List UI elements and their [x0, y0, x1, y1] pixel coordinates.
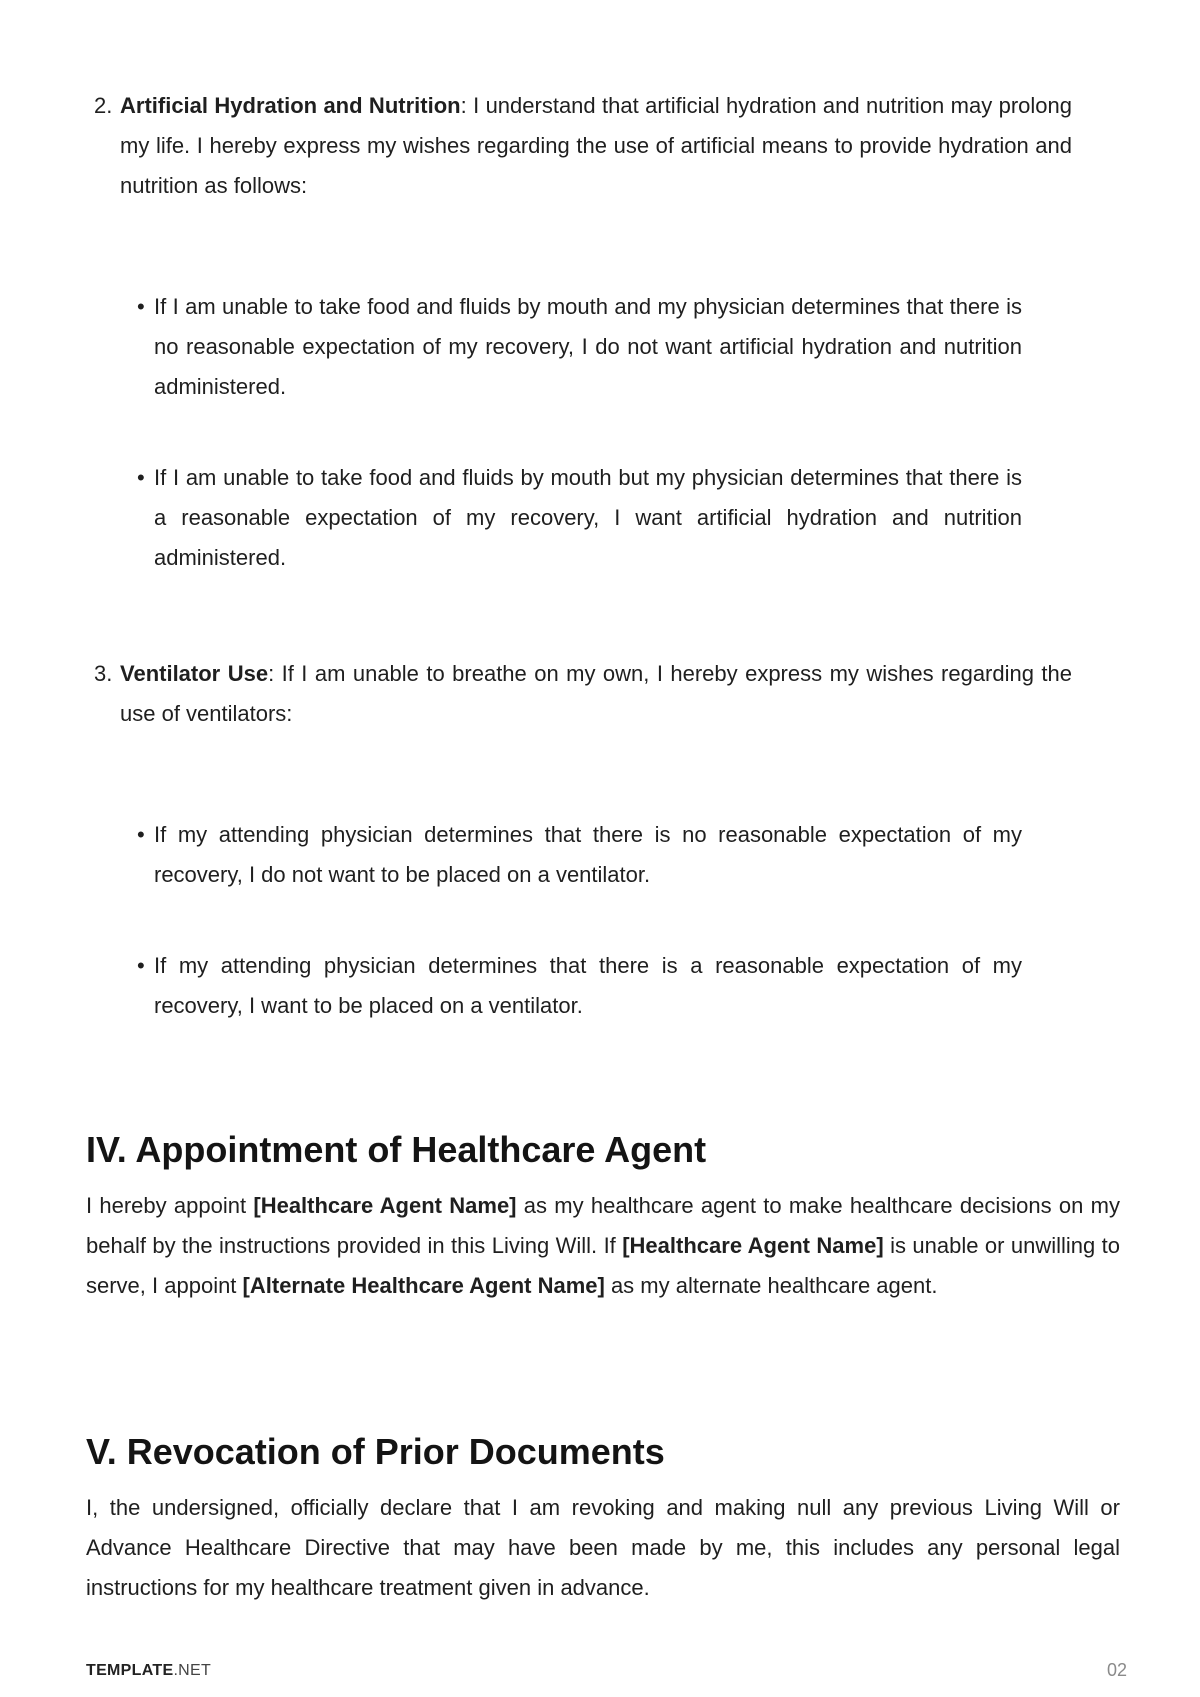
text-run: is unable or unwilling to serve, I appoint	[86, 1233, 1120, 1298]
text-run: I hereby appoint	[86, 1193, 254, 1218]
bullet-dot: •	[137, 465, 145, 490]
logo-bold-text: TEMPLATE	[86, 1662, 174, 1679]
section-heading-agent: IV. Appointment of Healthcare Agent	[86, 1129, 707, 1170]
item-body: : I understand that artificial hydration and nutrition may prolong my life. I hereby express my wishes regarding the use of artificial means to provide hydration and nutrition as follows:	[120, 93, 1072, 198]
list-item-text	[120, 654, 1072, 734]
bullet-dot: •	[137, 822, 145, 847]
item-title: Artificial Hydration and Nutrition	[120, 93, 461, 118]
list-number: 3.	[94, 661, 113, 686]
item-title: Ventilator Use	[120, 661, 269, 686]
bullet-dot: •	[137, 953, 145, 978]
page-number: 02	[1106, 1660, 1127, 1680]
logo-light-text: .NET	[173, 1662, 212, 1679]
list-number: 2.	[94, 93, 113, 118]
bullet-text: If my attending physician determines that there is no reasonable expectation of my recovery, I do not want to be placed on a ventilator.	[154, 822, 1022, 887]
agent-name-placeholder: [Healthcare Agent Name]	[253, 1193, 517, 1218]
bullet-dot: •	[137, 294, 145, 319]
agent-name-placeholder: [Healthcare Agent Name]	[622, 1233, 884, 1258]
footer-logo	[86, 1662, 211, 1680]
bullet-text: If my attending physician determines that there is a reasonable expectation of my recovery, I want to be placed on a ventilator.	[154, 953, 1022, 1018]
text-run: as my alternate healthcare agent.	[604, 1273, 938, 1298]
item-body: : If I am unable to breathe on my own, I hereby express my wishes regarding the use of ventilators:	[120, 661, 1073, 726]
section-text-agent	[86, 1186, 1120, 1306]
list-item-text	[120, 86, 1072, 206]
bullet-text: If I am unable to take food and fluids by mouth but my physician determines that there is a reasonable expectation of my recovery, I want artificial hydration and nutrition administered.	[154, 465, 1022, 570]
bullet-text: If I am unable to take food and fluids by mouth and my physician determines that there is no reasonable expectation of my recovery, I do not want artificial hydration and nutrition administered.	[154, 294, 1022, 399]
section-heading-revocation: V. Revocation of Prior Documents	[86, 1431, 665, 1472]
alternate-agent-name-placeholder: [Alternate Healthcare Agent Name]	[242, 1273, 605, 1298]
text-run: as my healthcare agent to make healthcare decisions on my behalf by the instructions provided in this Living Will. If	[86, 1193, 1120, 1258]
section-text-revocation: I, the undersigned, officially declare that I am revoking and making null any previous Living Will or Advance Healthcare Directive that may have been made by me, this includes any personal legal instructions for my healthcare treatment given in advance.	[86, 1495, 1120, 1600]
